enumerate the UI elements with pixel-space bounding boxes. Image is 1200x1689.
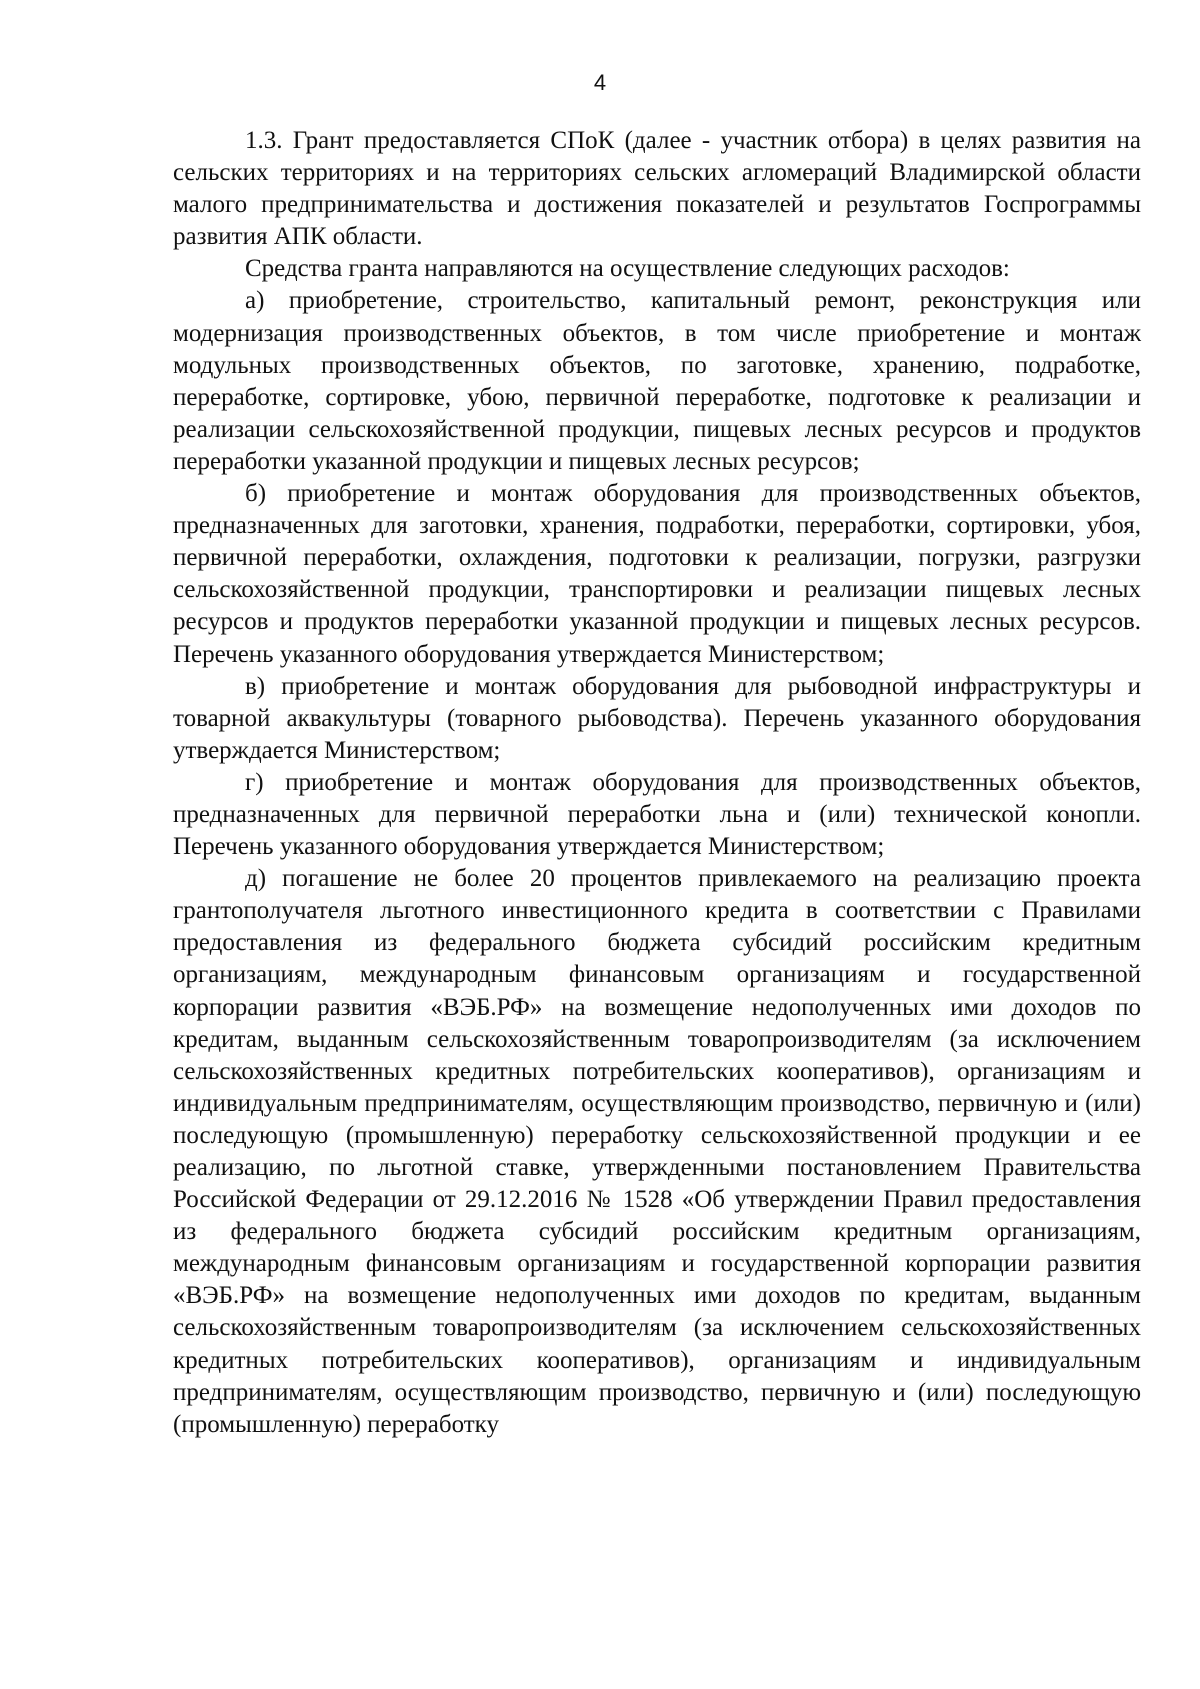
- paragraph-item-v: в) приобретение и монтаж оборудования для рыбоводной инфраструктуры и товарной аквакультуры (товарного рыбоводства). Перечень указанного оборудования утверждается Министерством;: [173, 672, 1141, 764]
- paragraph-item-d: д) погашение не более 20 процентов привлекаемого на реализацию проекта грантополучателя льготного инвестиционного кредита в соответствии с Правилами предоставления из федерального бюджета субсидий российским кредитным организациям, международным финансовым организациям и государственной корпорации развития «ВЭБ.РФ» на возмещение недополученных ими доходов по кредитам, выданным сельскохозяйственным товаропроизводителям (за исключением сельскохозяйственных кредитных потребительских кооперативов), организациям и индивидуальным предпринимателям, осуществляющим производство, первичную и (или) последующую (промышленную) переработку сельскохозяйственной продукции и ее реализацию, по льготной ставке, утвержденными постановлением Правительства Российской Федерации от 29.12.2016 № 1528 «Об утверждении Правил предоставления из федерального бюджета субсидий российским кредитным организациям, международным финансовым организациям и государственной корпорации развития «ВЭБ.РФ» на возмещение недополученных ими доходов по кредитам, выданным сельскохозяйственным товаропроизводителям (за исключением сельскохозяйственных кредитных потребительских кооперативов), организациям и индивидуальным предпринимателям, осуществляющим производство, первичную и (или) последующую (промышленную) переработку: [173, 865, 1141, 1438]
- page-number: 4: [593, 70, 607, 95]
- document-body: [173, 125, 1141, 1441]
- paragraph-expenses-intro: Средства гранта направляются на осуществление следующих расходов:: [245, 255, 1010, 283]
- paragraph-1-3: 1.3. Грант предоставляется СПоК (далее - участник отбора) в целях развития на сельских территориях и на территориях сельских агломераций Владимирской области малого предпринимательства и достижения показателей и результатов Госпрограммы развития АПК области.: [173, 127, 1141, 251]
- paragraph-item-a: а) приобретение, строительство, капитальный ремонт, реконструкция или модернизация производственных объектов, в том числе приобретение и монтаж модульных производственных объектов, по заготовке, хранению, подработке, переработке, сортировке, убою, первичной переработке, подготовке к реализации и реализации сельскохозяйственной продукции, пищевых лесных ресурсов и продуктов переработки указанной продукции и пищевых лесных ресурсов;: [173, 287, 1141, 475]
- paragraph-item-g: г) приобретение и монтаж оборудования для производственных объектов, предназначенных для первичной переработки льна и (или) технической конопли. Перечень указанного оборудования утверждается Министерством;: [173, 768, 1141, 861]
- paragraph-item-b: б) приобретение и монтаж оборудования для производственных объектов, предназначенных для заготовки, хранения, подработки, переработки, сортировки, убоя, первичной переработки, охлаждения, подготовки к реализации, погрузки, разгрузки сельскохозяйственной продукции, транспортировки и реализации пищевых лесных ресурсов и продуктов переработки указанной продукции и пищевых лесных ресурсов. Перечень указанного оборудования утверждается Министерством;: [173, 480, 1141, 668]
